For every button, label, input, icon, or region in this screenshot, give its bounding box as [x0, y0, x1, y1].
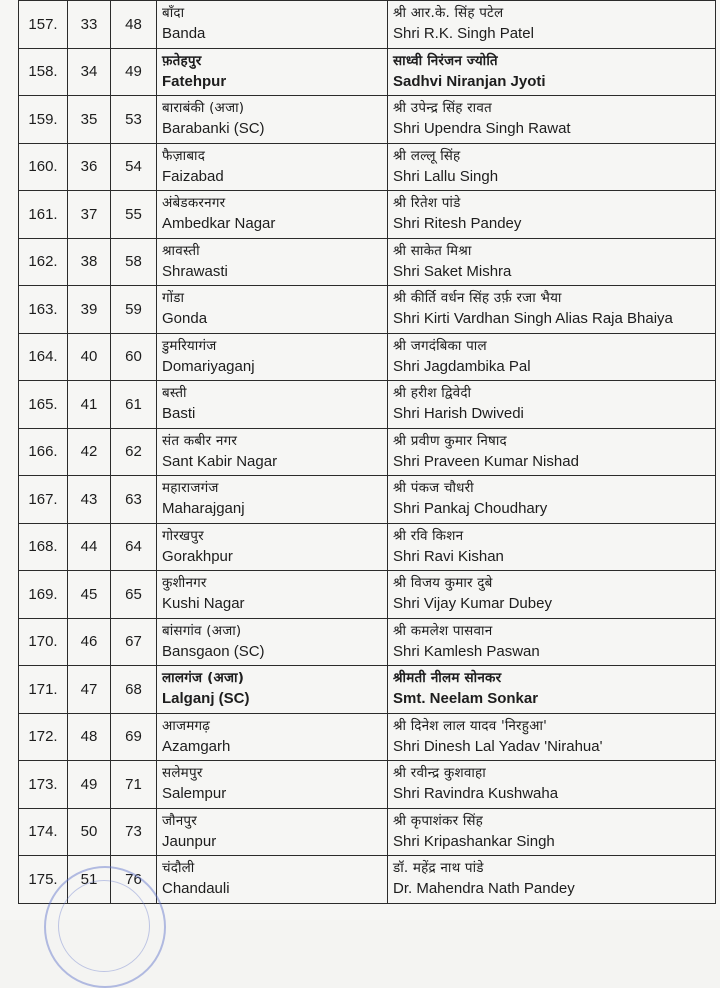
pc-number-cell: [111, 571, 157, 619]
candidate-cell: [388, 571, 716, 619]
table-row: [19, 96, 716, 144]
candidate-name-hindi: श्रीमती नीलम सोनकर: [393, 670, 502, 687]
constituency-cell: [157, 96, 388, 144]
constituency-name-hindi: फैज़ाबाद: [162, 147, 206, 164]
pc-number-cell: [111, 428, 157, 476]
constituency-name-hindi: संत कबीर नगर: [162, 432, 238, 449]
candidate-list-table: [18, 0, 716, 904]
constituency-number: 63: [125, 490, 142, 508]
pc-number-cell: [111, 333, 157, 381]
state-serial-number: 46: [80, 633, 98, 651]
constituency-cell: [157, 476, 388, 524]
constituency-name-english: Bansgaon (SC): [162, 642, 265, 660]
serial-number-cell: [19, 476, 68, 524]
candidate-cell: [388, 143, 716, 191]
state-number-cell: [68, 286, 111, 334]
constituency-number: 65: [125, 585, 142, 603]
constituency-cell: [157, 523, 388, 571]
candidate-name-english: Shri Harish Dwivedi: [393, 405, 524, 423]
constituency-name-hindi: कुशीनगर: [162, 575, 207, 592]
candidate-name-english: Sadhvi Niranjan Jyoti: [393, 72, 546, 90]
table-row: [19, 333, 716, 381]
constituency-number: 53: [125, 110, 142, 128]
serial-number-cell: [19, 191, 68, 239]
state-serial-number: 37: [80, 205, 98, 223]
serial-number: 168.: [28, 538, 58, 556]
candidate-cell: [388, 523, 716, 571]
pc-number-cell: [111, 238, 157, 286]
serial-number: 167.: [28, 490, 58, 508]
constituency-cell: [157, 143, 388, 191]
state-number-cell: [68, 238, 111, 286]
serial-number-cell: [19, 381, 68, 429]
table-row: [19, 191, 716, 239]
state-number-cell: [68, 666, 111, 714]
candidate-name-hindi: श्री पंकज चौधरी: [393, 480, 474, 497]
constituency-name-english: Jaunpur: [162, 832, 217, 850]
state-serial-number: 44: [80, 538, 98, 556]
constituency-name-hindi: गोंडा: [162, 290, 185, 307]
table-row: [19, 476, 716, 524]
table-row: [19, 761, 716, 809]
candidate-name-english: Shri Lallu Singh: [393, 167, 499, 185]
candidate-cell: [388, 618, 716, 666]
serial-number: 164.: [28, 348, 58, 366]
constituency-number: 64: [125, 538, 142, 556]
table-row: [19, 713, 716, 761]
state-serial-number: 40: [80, 348, 98, 366]
constituency-name-english: Ambedkar Nagar: [162, 215, 276, 233]
constituency-name-english: Basti: [162, 405, 196, 423]
table-row: [19, 381, 716, 429]
pc-number-cell: [111, 523, 157, 571]
serial-number-cell: [19, 618, 68, 666]
constituency-cell: [157, 48, 388, 96]
constituency-number: 69: [125, 728, 142, 746]
table-row: [19, 523, 716, 571]
constituency-name-english: Kushi Nagar: [162, 595, 245, 613]
candidate-name-english: Shri Ravindra Kushwaha: [393, 785, 559, 803]
table-row: [19, 143, 716, 191]
pc-number-cell: [111, 476, 157, 524]
pc-number-cell: [111, 1, 157, 49]
constituency-name-english: Azamgarh: [162, 737, 231, 755]
constituency-name-english: Barabanki (SC): [162, 120, 265, 138]
constituency-name-hindi: बाँदा: [162, 5, 185, 22]
constituency-name-english: Chandauli: [162, 880, 230, 898]
serial-number-cell: [19, 96, 68, 144]
candidate-name-hindi: श्री हरीश द्विवेदी: [393, 385, 472, 402]
serial-number: 175.: [28, 870, 58, 888]
table-row: [19, 571, 716, 619]
candidate-cell: [388, 1, 716, 49]
candidate-name-hindi: श्री रवि किशन: [393, 527, 464, 544]
state-serial-number: 42: [80, 443, 98, 461]
constituency-cell: [157, 666, 388, 714]
table-row: [19, 428, 716, 476]
serial-number: 170.: [28, 633, 58, 651]
constituency-cell: [157, 1, 388, 49]
state-number-cell: [68, 333, 111, 381]
constituency-name-hindi: आजमगढ़: [162, 717, 211, 734]
serial-number-cell: [19, 238, 68, 286]
pc-number-cell: [111, 713, 157, 761]
state-number-cell: [68, 523, 111, 571]
serial-number-cell: [19, 808, 68, 856]
constituency-name-hindi: सलेमपुर: [162, 765, 203, 782]
constituency-cell: [157, 713, 388, 761]
candidate-name-hindi: डॉ. महेंद्र नाथ पांडे: [393, 860, 484, 877]
serial-number: 161.: [28, 205, 58, 223]
candidate-cell: [388, 286, 716, 334]
candidate-name-hindi: श्री विजय कुमार दुबे: [393, 575, 493, 592]
candidate-cell: [388, 96, 716, 144]
candidate-cell: [388, 381, 716, 429]
constituency-name-english: Gorakhpur: [162, 547, 233, 565]
candidate-cell: [388, 856, 716, 904]
candidate-name-hindi: श्री जगदंबिका पाल: [393, 337, 487, 354]
serial-number: 159.: [28, 110, 58, 128]
constituency-name-hindi: चंदौली: [162, 860, 195, 877]
candidate-name-hindi: श्री आर.के. सिंह पटेल: [393, 5, 504, 22]
state-number-cell: [68, 808, 111, 856]
serial-number-cell: [19, 143, 68, 191]
candidate-name-english: Dr. Mahendra Nath Pandey: [393, 880, 575, 898]
constituency-name-hindi: बाराबंकी (अजा): [162, 100, 245, 117]
state-serial-number: 50: [80, 823, 98, 841]
constituency-name-english: Banda: [162, 25, 206, 43]
candidate-name-hindi: श्री दिनेश लाल यादव 'निरहुआ': [393, 717, 548, 734]
state-serial-number: 33: [80, 15, 98, 33]
serial-number-cell: [19, 666, 68, 714]
pc-number-cell: [111, 191, 157, 239]
candidate-cell: [388, 48, 716, 96]
constituency-cell: [157, 286, 388, 334]
constituency-name-hindi: डुमरियागंज: [162, 337, 217, 354]
state-serial-number: 45: [80, 585, 98, 603]
candidate-name-english: Shri Vijay Kumar Dubey: [393, 595, 552, 613]
table-row: [19, 666, 716, 714]
candidate-name-english: Shri R.K. Singh Patel: [393, 25, 534, 43]
constituency-name-hindi: बस्ती: [162, 385, 187, 402]
serial-number: 173.: [28, 775, 58, 793]
constituency-name-hindi: अंबेडकरनगर: [162, 195, 226, 212]
serial-number-cell: [19, 713, 68, 761]
candidate-name-hindi: श्री प्रवीण कुमार निषाद: [393, 432, 507, 449]
candidate-cell: [388, 713, 716, 761]
constituency-cell: [157, 618, 388, 666]
table-row: [19, 286, 716, 334]
state-number-cell: [68, 761, 111, 809]
table-row: [19, 1, 716, 49]
state-serial-number: 51: [80, 870, 98, 888]
constituency-number: 49: [125, 63, 142, 81]
constituency-name-hindi: गोरखपुर: [162, 527, 204, 544]
state-number-cell: [68, 618, 111, 666]
constituency-number: 73: [125, 823, 142, 841]
serial-number-cell: [19, 523, 68, 571]
constituency-number: 58: [125, 253, 142, 271]
candidate-name-english: Shri Kripashankar Singh: [393, 832, 555, 850]
candidate-name-english: Shri Ravi Kishan: [393, 547, 504, 565]
state-serial-number: 35: [80, 110, 98, 128]
serial-number: 160.: [28, 158, 58, 176]
state-serial-number: 38: [80, 253, 98, 271]
constituency-name-hindi: महाराजगंज: [162, 480, 219, 497]
pc-number-cell: [111, 666, 157, 714]
candidate-name-english: Shri Pankaj Choudhary: [393, 500, 548, 518]
candidate-name-english: Shri Kirti Vardhan Singh Alias Raja Bhaiya: [393, 310, 673, 328]
serial-number: 158.: [28, 63, 58, 81]
state-number-cell: [68, 1, 111, 49]
serial-number: 171.: [28, 680, 58, 698]
serial-number: 163.: [28, 300, 58, 318]
serial-number: 169.: [28, 585, 58, 603]
constituency-number: 62: [125, 443, 142, 461]
candidate-cell: [388, 808, 716, 856]
candidate-name-hindi: श्री रवीन्द्र कुशवाहा: [393, 765, 486, 782]
candidate-name-hindi: श्री कमलेश पासवान: [393, 622, 493, 639]
candidate-name-english: Shri Upendra Singh Rawat: [393, 120, 571, 138]
constituency-cell: [157, 856, 388, 904]
constituency-name-english: Domariyaganj: [162, 357, 255, 375]
serial-number-cell: [19, 428, 68, 476]
constituency-cell: [157, 808, 388, 856]
serial-number: 162.: [28, 253, 58, 271]
constituency-number: 61: [125, 395, 142, 413]
candidate-name-english: Shri Kamlesh Paswan: [393, 642, 540, 660]
state-serial-number: 47: [80, 680, 98, 698]
constituency-name-english: Fatehpur: [162, 72, 227, 90]
constituency-name-english: Lalganj (SC): [162, 690, 250, 708]
state-number-cell: [68, 48, 111, 96]
candidate-cell: [388, 238, 716, 286]
serial-number-cell: [19, 48, 68, 96]
state-serial-number: 43: [80, 490, 98, 508]
state-number-cell: [68, 713, 111, 761]
candidate-name-english: Shri Jagdambika Pal: [393, 357, 531, 375]
state-number-cell: [68, 191, 111, 239]
candidate-cell: [388, 761, 716, 809]
table-row: [19, 238, 716, 286]
table-body: [19, 1, 716, 904]
candidate-cell: [388, 333, 716, 381]
constituency-name-hindi: बांसगांव (अजा): [162, 622, 242, 639]
pc-number-cell: [111, 381, 157, 429]
constituency-cell: [157, 428, 388, 476]
state-number-cell: [68, 381, 111, 429]
constituency-name-english: Salempur: [162, 785, 227, 803]
serial-number-cell: [19, 761, 68, 809]
candidate-name-english: Shri Praveen Kumar Nishad: [393, 452, 579, 470]
serial-number: 157.: [28, 15, 58, 33]
serial-number-cell: [19, 571, 68, 619]
state-serial-number: 49: [80, 775, 98, 793]
constituency-number: 67: [125, 633, 142, 651]
state-number-cell: [68, 96, 111, 144]
state-number-cell: [68, 571, 111, 619]
candidate-cell: [388, 428, 716, 476]
constituency-number: 68: [125, 680, 142, 698]
constituency-cell: [157, 191, 388, 239]
candidate-name-hindi: श्री कीर्ति वर्धन सिंह उर्फ़ रजा भैया: [393, 290, 562, 307]
candidate-name-english: Shri Dinesh Lal Yadav 'Nirahua': [393, 737, 603, 755]
candidate-name-hindi: श्री रितेश पांडे: [393, 195, 461, 212]
constituency-cell: [157, 761, 388, 809]
constituency-number: 59: [125, 300, 142, 318]
serial-number: 174.: [28, 823, 58, 841]
constituency-name-hindi: जौनपुर: [162, 812, 197, 829]
constituency-cell: [157, 333, 388, 381]
state-serial-number: 36: [80, 158, 98, 176]
table-row: [19, 808, 716, 856]
pc-number-cell: [111, 96, 157, 144]
constituency-cell: [157, 571, 388, 619]
constituency-number: 54: [125, 158, 142, 176]
pc-number-cell: [111, 761, 157, 809]
pc-number-cell: [111, 143, 157, 191]
constituency-name-english: Maharajganj: [162, 500, 245, 518]
constituency-number: 76: [125, 870, 142, 888]
candidate-cell: [388, 666, 716, 714]
pc-number-cell: [111, 808, 157, 856]
table-row: [19, 618, 716, 666]
state-serial-number: 48: [80, 728, 98, 746]
constituency-name-english: Sant Kabir Nagar: [162, 452, 278, 470]
constituency-cell: [157, 238, 388, 286]
constituency-name-english: Faizabad: [162, 167, 224, 185]
serial-number-cell: [19, 286, 68, 334]
candidate-name-hindi: श्री लल्लू सिंह: [393, 147, 461, 164]
candidate-cell: [388, 476, 716, 524]
pc-number-cell: [111, 618, 157, 666]
state-serial-number: 39: [80, 300, 98, 318]
table-row: [19, 48, 716, 96]
candidate-cell: [388, 191, 716, 239]
state-number-cell: [68, 428, 111, 476]
constituency-number: 55: [125, 205, 142, 223]
serial-number-cell: [19, 1, 68, 49]
candidate-name-hindi: साध्वी निरंजन ज्योति: [393, 52, 498, 69]
state-serial-number: 41: [80, 395, 98, 413]
constituency-name-hindi: श्रावस्ती: [162, 242, 200, 259]
candidate-name-english: Shri Saket Mishra: [393, 262, 512, 280]
candidate-name-hindi: श्री कृपाशंकर सिंह: [393, 812, 484, 829]
constituency-number: 71: [125, 775, 142, 793]
constituency-number: 48: [125, 15, 142, 33]
constituency-name-english: Gonda: [162, 310, 208, 328]
pc-number-cell: [111, 286, 157, 334]
candidate-name-hindi: श्री उपेन्द्र सिंह रावत: [393, 100, 492, 117]
constituency-name-english: Shrawasti: [162, 262, 228, 280]
constituency-name-hindi: लालगंज (अजा): [162, 670, 245, 687]
constituency-name-hindi: फ़तेहपुर: [162, 52, 202, 69]
candidate-name-english: Smt. Neelam Sonkar: [393, 690, 539, 708]
candidate-name-english: Shri Ritesh Pandey: [393, 215, 522, 233]
state-number-cell: [68, 476, 111, 524]
state-serial-number: 34: [80, 63, 98, 81]
state-number-cell: [68, 143, 111, 191]
constituency-cell: [157, 381, 388, 429]
candidate-name-hindi: श्री साकेत मिश्रा: [393, 242, 472, 259]
serial-number-cell: [19, 333, 68, 381]
serial-number: 166.: [28, 443, 58, 461]
official-seal-stamp: [44, 866, 166, 988]
pc-number-cell: [111, 48, 157, 96]
official-seal-inner-ring: [58, 880, 150, 972]
serial-number: 165.: [28, 395, 58, 413]
constituency-number: 60: [125, 348, 142, 366]
serial-number: 172.: [28, 728, 58, 746]
